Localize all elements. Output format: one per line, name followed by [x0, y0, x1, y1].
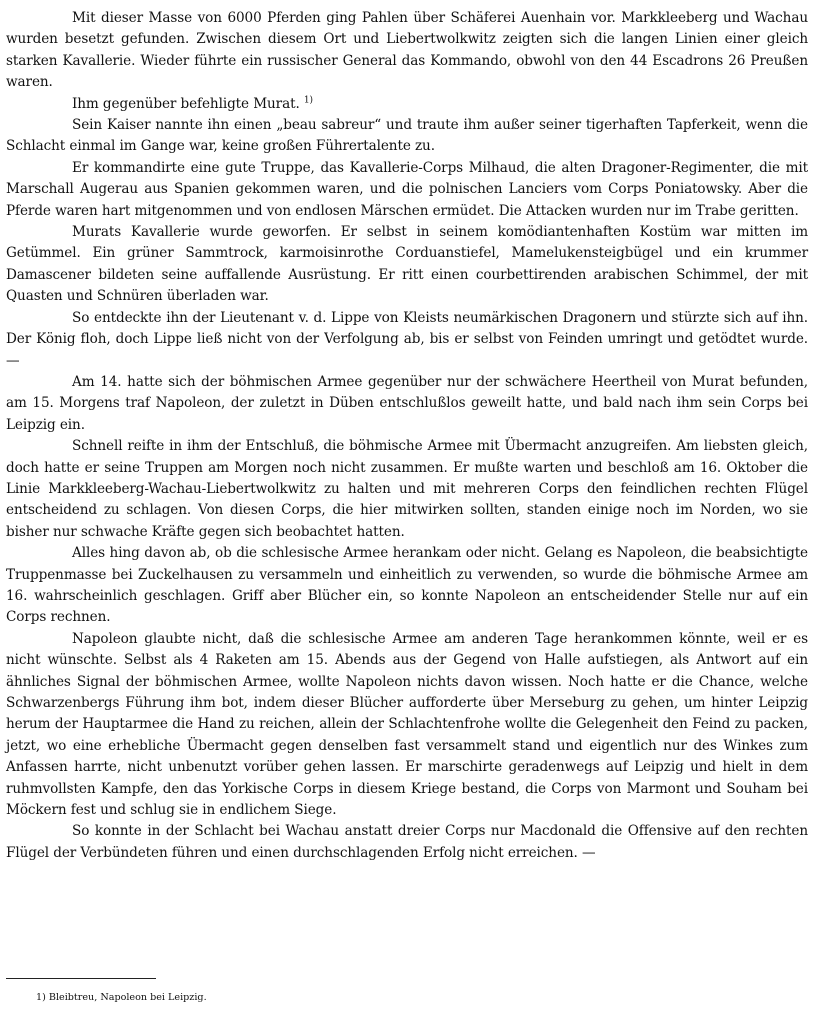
footnote-marker: 1): [36, 992, 46, 1003]
footnote-divider: [6, 978, 156, 979]
footnote: [36, 992, 207, 1004]
paragraph-2: [6, 94, 808, 115]
paragraph-5: Murats Kavallerie wurde geworfen. Er selbst in seinem komödiantenhaften Kostüm war mitten im Getümmel. Ein grüner Sammtrock, karmoisinrothe Corduanstiefel, Mamelukensteigbügel und ein krummer Damascener bildeten seine auffallende Ausrüstung. Er ritt einen courbettirenden arabischen Schimmel, der mit Quasten und Schnüren überladen war.: [6, 224, 808, 305]
footnote-reference: 1): [303, 95, 313, 106]
paragraph-3: Sein Kaiser nannte ihn einen „beau sabreur“ und traute ihm außer seiner tigerhaften Tapferkeit, wenn die Schlacht einmal im Gange war, keine großen Führertalente zu.: [6, 117, 808, 155]
document-body: [6, 8, 808, 864]
paragraph-1: Mit dieser Masse von 6000 Pferden ging Pahlen über Schäferei Auenhain vor. Markkleeberg und Wachau wurden besetzt gefunden. Zwischen diesem Ort und Liebertwolkwitz zeigten sich die langen Linien einer gleich starken Kavallerie. Wieder führte ein russischer General das Kommando, obwohl von den 44 Escadrons 26 Preußen waren.: [6, 10, 808, 91]
paragraph-4: Er kommandirte eine gute Truppe, das Kavallerie-Corps Milhaud, die alten Dragoner-Regimenter, die mit Marschall Augerau aus Spanien gekommen waren, und die polnischen Lanciers vom Corps Poniatowsky. Aber die Pferde waren hart mitgenommen und von endlosen Märschen ermüdet. Die Attacken wurden nur im Trabe geritten.: [6, 159, 808, 219]
paragraph-11: So konnte in der Schlacht bei Wachau anstatt dreier Corps nur Macdonald die Offensive auf den rechten Flügel der Verbündeten führen und einen durchschlagenden Erfolg nicht erreichen. —: [6, 823, 808, 861]
footnote-text: Bleibtreu, Napoleon bei Leipzig.: [48, 992, 207, 1003]
paragraph-6: So entdeckte ihn der Lieutenant v. d. Lippe von Kleists neumärkischen Dragonern und stürzte sich auf ihn. Der König floh, doch Lippe ließ nicht von der Verfolgung ab, bis er selbst von Feinden umringt und getödtet wurde. —: [6, 309, 808, 369]
paragraph-7: Am 14. hatte sich der böhmischen Armee gegenüber nur der schwächere Heertheil von Murat befunden, am 15. Morgens traf Napoleon, der zuletzt in Düben entschlußlos geweilt hatte, und bald nach ihm sein Corps bei Leipzig ein.: [6, 373, 808, 433]
paragraph-9: Alles hing davon ab, ob die schlesische Armee herankam oder nicht. Gelang es Napoleon, die beabsichtigte Truppenmasse bei Zuckelhausen zu versammeln und einheitlich zu verwenden, so wurde die böhmische Armee am 16. wahrscheinlich geschlagen. Griff aber Blücher ein, so konnte Napoleon an entscheidender Stelle nur auf ein Corps rechnen.: [6, 545, 808, 626]
paragraph-8: Schnell reifte in ihm der Entschluß, die böhmische Armee mit Übermacht anzugreifen. Am liebsten gleich, doch hatte er seine Truppen am Morgen noch nicht zusammen. Er mußte warten und beschloß am 16. Oktober die Linie Markkleeberg-Wachau-Liebertwolkwitz zu halten und mit mehreren Corps den feindlichen rechten Flügel entscheidend zu schlagen. Von diesen Corps, die hier mitwirken sollten, standen einige noch im Norden, wo sie bisher nur schwache Kräfte gegen sich beobachtet hatten.: [6, 438, 808, 540]
paragraph-10: Napoleon glaubte nicht, daß die schlesische Armee am anderen Tage herankommen könnte, weil er es nicht wünschte. Selbst als 4 Raketen am 15. Abends aus der Gegend von Halle aufstiegen, als Antwort auf ein ähnliches Signal der böhmischen Armee, wollte Napoleon nichts davon wissen. Noch hatte er die Chance, welche Schwarzenbergs Führung ihm bot, indem dieser Blücher aufforderte über Merseburg zu gehen, um hinter Leipzig herum der Hauptarmee die Hand zu reichen, allein der Schlachtenfrohe wollte die Gelegenheit den Feind zu packen, jetzt, wo eine erhebliche Übermacht gegen denselben fast versammelt stand und eigentlich nur des Winkes zum Anfassen harrte, nicht unbenutzt vorüber gehen lassen. Er marschirte geradenwegs auf Leipzig und hielt in dem ruhmvollsten Kampfe, den das Yorkische Corps in diesem Kriege bestand, die Corps von Marmont und Souham bei Möckern fest und schlug sie in endlichem Siege.: [6, 630, 808, 819]
paragraph-2-text: Ihm gegenüber befehligte Murat.: [72, 95, 300, 112]
